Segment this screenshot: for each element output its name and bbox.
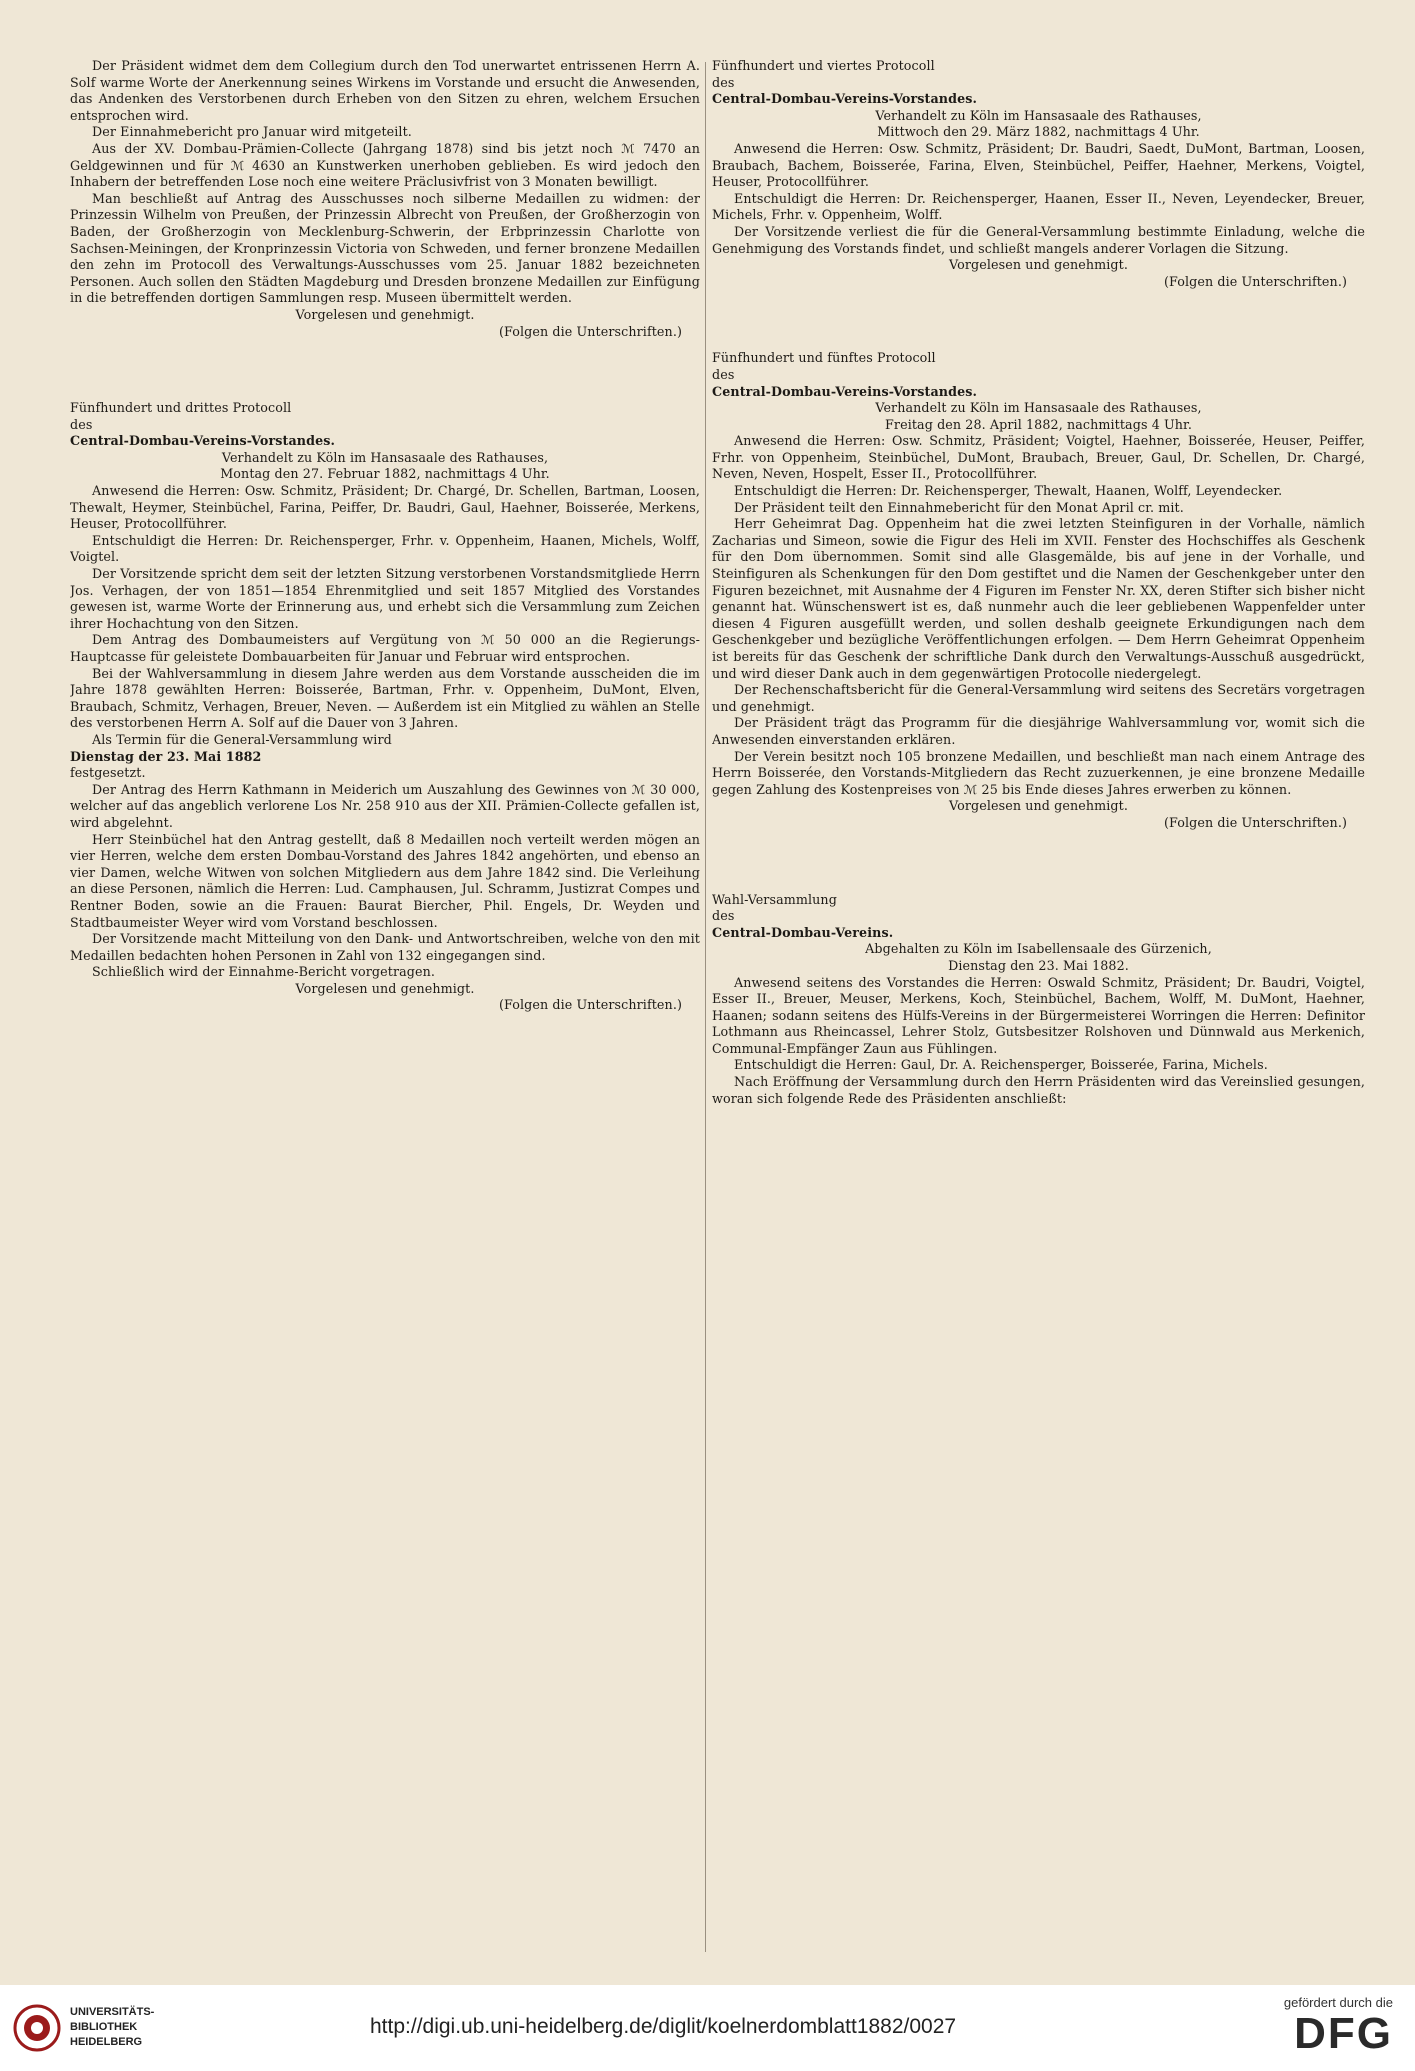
protocol-504-title: Fünfhundert und viertes Protocoll xyxy=(712,58,935,73)
election-assembly-des: des xyxy=(712,908,735,924)
election-assembly-paragraph: Anwesend seitens des Vorstandes die Herren: Oswald Schmitz, Präsident; Dr. Baudri, Voigtel, Esser II., Breuer, Meuser, Merkens, Koch, Steinbüchel, Bachem, Wolff, M. DuMont, Haehner, Haanen; sodann seitens des Hülfs-Vereins in der Bürgermeisterei Worringen die Herren: Definitor Lothmann aus Rheincassel, Lehrer Stolz, Gutsbesitzer Rolshoven und Dünnwald aus Merkenich, Communal-Empfänger Zaun aus Fühlingen. xyxy=(712,974,1365,1056)
library-name: UNIVERSITÄTS- BIBLIOTHEK HEIDELBERG xyxy=(70,2006,155,2048)
protocol-503-paragraph: Als Termin für die General-Versammlung wird xyxy=(92,731,392,747)
protocol-504-read-note: Vorgelesen und genehmigt. xyxy=(949,257,1128,273)
protocol-505-place: Verhandelt zu Köln im Hansasaale des Rathauses, xyxy=(875,400,1202,416)
protocol-503-paragraph: Dem Antrag des Dombaumeisters auf Vergütung von ℳ 50 000 an die Regierungs-Hauptcasse für geleistete Dombauarbeiten für Januar und Februar wird entsprochen. xyxy=(70,632,700,664)
column-divider xyxy=(705,62,706,1952)
university-library-logo[interactable] xyxy=(12,1999,182,2059)
protocol-504-paragraph: Der Vorsitzende verliest die für die General-Versammlung bestimmte Einladung, welche die Genehmigung des Vorstands findet, und schließt mangels anderer Vorlagen die Sitzung. xyxy=(712,223,1365,256)
protocol-503-paragraph: Der Antrag des Herrn Kathmann in Meiderich um Auszahlung des Gewinnes von ℳ 30 000, welcher auf das angeblich verlorene Los Nr. 258 910 aus der XII. Prämien-Collecte gefallen ist, wird abgelehnt. xyxy=(70,781,700,830)
intro-paragraph: Man beschließt auf Antrag des Ausschusses noch silberne Medaillen zu widmen: der Prinzessin Wilhelm von Preußen, der Prinzessin Albrecht von Preußen, der Großherzogin von Baden, der Großherzogin von Mecklenburg-Schwerin, der Erbprinzessin Charlotte von Sachsen-Meiningen, der Kronprinzessin Victoria von Schweden, und ferner bronzene Medaillen den zehn im Protocoll des Verwaltungs-Ausschusses vom 25. Januar 1882 bezeichneten Personen. Auch sollen den Städten Magdeburg und Dresden bronzene Medaillen zur Einfügung in die betreffenden dortigen Sammlungen resp. Museen übermittelt werden. xyxy=(70,190,700,306)
protocol-505-paragraph: Herr Geheimrat Dag. Oppenheim hat die zwei letzten Steinfiguren in der Vorhalle, nämlich Zacharias und Simeon, sowie die Figur des Heli im XVII. Fenster des Hochschiffes als Geschenk für den Dom übernommen. Somit sind alle Glasgemälde, bis auf jene in der Vorhalle, und Steinfiguren als Schenkungen für den Dom gestiftet und die Namen der Geschenkgeber unter den Figuren bezeichnet, mit Ausnahme der 4 Figuren im Fenster Nr. XX, deren Stifter sich bisher nicht genannt hat. Wünschenswert ist es, daß nunmehr auch die leer gebliebenen Wappenfelder unter diesen 4 Figuren ausgefüllt werden, und sollen deshalb geeignete Erkundigungen nach dem Geschenkgeber und bezügliche Veröffentlichungen erfolgen. — Dem Herrn Geheimrat Oppenheim ist bereits für das Geschenk der schriftliche Dank durch den Verwaltungs-Ausschuß ausgedrückt, und wird dieser Dank auch in dem gegenwärtigen Protocolle niedergelegt. xyxy=(712,516,1365,681)
protocol-504-date: Mittwoch den 29. März 1882, nachmittags 4 Uhr. xyxy=(877,124,1200,140)
protocol-505-excused: Entschuldigt die Herren: Dr. Reichensperger, Thewalt, Haanen, Wolff, Leyendecker. xyxy=(734,483,1283,499)
election-assembly-date: Dienstag den 23. Mai 1882. xyxy=(948,957,1129,973)
digitization-footer xyxy=(0,1985,1415,2071)
left-column xyxy=(70,58,700,1963)
protocol-505-date: Freitag den 28. April 1882, nachmittags 4 Uhr. xyxy=(885,416,1192,432)
protocol-504-signature-note: (Folgen die Unterschriften.) xyxy=(1163,273,1347,289)
protocol-505-present: Anwesend die Herren: Osw. Schmitz, Präsident; Voigtel, Haehner, Boisserée, Heuser, Peiffer, Frhr. von Oppenheim, Steinbüchel, DuMont, Braubach, Breuer, Gaul, Dr. Schellen, Dr. Chargé, Neven, Neven, Hospelt, Esser II., Protocollführer. xyxy=(712,433,1365,482)
protocol-503-heading: Central-Dombau-Vereins-Vorstandes. xyxy=(70,433,336,449)
intro-signature-note: (Folgen die Unterschriften.) xyxy=(498,323,682,339)
protocol-503-excused: Entschuldigt die Herren: Dr. Reichensperger, Frhr. v. Oppenheim, Haanen, Michels, Wolff, Voigtel. xyxy=(70,532,700,565)
election-assembly-title: Wahl-Versammlung xyxy=(712,891,837,907)
protocol-505-paragraph: Der Rechenschaftsbericht für die General-Versammlung wird seitens des Secretärs vorgetragen und genehmigt. xyxy=(712,682,1365,714)
general-assembly-date: Dienstag der 23. Mai 1882 xyxy=(70,748,262,764)
protocol-503-present: Anwesend die Herren: Osw. Schmitz, Präsident; Dr. Chargé, Dr. Schellen, Bartman, Loosen, Thewalt, Heymer, Steinbüchel, Farina, Peiffer, Dr. Baudri, Gaul, Haehner, Boisserée, Merkens, Heuser, Protocollführer. xyxy=(70,483,700,532)
election-assembly-paragraph: Entschuldigt die Herren: Gaul, Dr. A. Reichensperger, Boisserée, Farina, Michels. xyxy=(734,1057,1268,1073)
protocol-503-des: des xyxy=(70,416,93,432)
intro-paragraph: Aus der XV. Dombau-Prämien-Collecte (Jahrgang 1878) sind bis jetzt noch ℳ 7470 an Geldgewinnen und für ℳ 4630 an Kunstwerken unerhoben geblieben. Es wird jedoch den Inhabern der betreffenden Lose noch eine weitere Präclusivfrist von 3 Monaten bewilligt. xyxy=(70,140,700,190)
election-assembly-paragraph: Nach Eröffnung der Versammlung durch den Herrn Präsidenten wird das Vereinslied gesungen, woran sich folgende Rede des Präsidenten anschließt: xyxy=(712,1074,1365,1106)
protocol-505-signature-note: (Folgen die Unterschriften.) xyxy=(1163,814,1347,830)
right-column xyxy=(712,58,1365,1963)
protocol-503-date: Montag den 27. Februar 1882, nachmittags 4 Uhr. xyxy=(220,466,550,482)
intro-paragraph: Der Einnahmebericht pro Januar wird mitgeteilt. xyxy=(92,124,412,140)
source-url-link[interactable]: http://digi.ub.uni-heidelberg.de/diglit/koelnerdomblatt1882/0027 xyxy=(370,2015,957,2038)
dfg-logo-text: DFG xyxy=(1294,2009,1393,2058)
intro-paragraph: Der Präsident widmet dem dem Collegium durch den Tod unerwartet entrissenen Herrn A. Solf warme Worte der Anerkennung seines Wirkens im Vorstande und ersucht die Anwesenden, das Andenken des Verstorbenen durch Erheben von den Sitzen zu ehren, welchem Ersuchen entsprochen wird. xyxy=(70,58,700,123)
election-assembly-place: Abgehalten zu Köln im Isabellensaale des Gürzenich, xyxy=(865,941,1212,957)
protocol-505-read-note: Vorgelesen und genehmigt. xyxy=(949,798,1128,814)
protocol-505-paragraph: Der Präsident trägt das Programm für die diesjährige Wahlversammlung vor, womit sich die Anwesenden einverstanden erklären. xyxy=(712,715,1365,747)
protocol-504-heading: Central-Dombau-Vereins-Vorstandes. xyxy=(712,91,978,107)
dfg-funding-logo[interactable] xyxy=(1223,1995,1393,2065)
election-assembly-heading: Central-Dombau-Vereins. xyxy=(712,924,894,940)
protocol-503-read-note: Vorgelesen und genehmigt. xyxy=(295,980,475,996)
protocol-503-fixed: festgesetzt. xyxy=(70,765,146,781)
protocol-503-paragraph: Der Vorsitzende spricht dem seit der letzten Sitzung verstorbenen Vorstandsmitgliede Herrn Jos. Verhagen, der von 1851—1854 Ehrenmitglied und seit 1857 Mitglied des Vorstandes gewesen ist, warme Worte der Erinnerung aus, und erhebt sich die Versammlung zum Zeichen ihrer Hochachtung von den Sitzen. xyxy=(70,566,700,631)
protocol-504-present: Anwesend die Herren: Osw. Schmitz, Präsident; Dr. Baudri, Saedt, DuMont, Bartman, Loosen, Braubach, Bachem, Boisserée, Farina, Elven, Steinbüchel, Peiffer, Haehner, Merkens, Voigtel, Heuser, Protocollführer. xyxy=(712,140,1365,190)
protocol-505-heading: Central-Dombau-Vereins-Vorstandes. xyxy=(712,383,978,399)
protocol-503-paragraph: Herr Steinbüchel hat den Antrag gestellt, daß 8 Medaillen noch verteilt werden mögen an vier Herren, welche dem ersten Dombau-Vorstand des Jahres 1842 angehörten, und ebenso an vier Damen, welche Witwen von solchen Mitgliedern aus dem Jahre 1842 sind. Die Verleihung an diese Personen, nämlich die Herren: Lud. Camphausen, Jul. Schramm, Justizrat Compes und Rentner Boden, sowie an die Frauen: Baurat Biercher, Phil. Engels, Dr. Weyden und Stadtbaumeister Weyer wird vom Vorstand beschlossen. xyxy=(70,831,700,930)
protocol-503-paragraph: Schließlich wird der Einnahme-Bericht vorgetragen. xyxy=(92,964,436,980)
funded-by-label: gefördert durch die xyxy=(1283,1995,1393,2010)
protocol-504-excused: Entschuldigt die Herren: Dr. Reichensperger, Haanen, Esser II., Neven, Leyendecker, Breuer, Michels, Frhr. v. Oppenheim, Wolff. xyxy=(712,190,1365,223)
protocol-504-place: Verhandelt zu Köln im Hansasaale des Rathauses, xyxy=(875,107,1202,123)
protocol-505-des: des xyxy=(712,366,735,382)
protocol-503-title: Fünfhundert und drittes Protocoll xyxy=(70,400,292,416)
intro-read-note: Vorgelesen und genehmigt. xyxy=(295,306,475,322)
protocol-503-paragraph: Der Vorsitzende macht Mitteilung von den Dank- und Antwortschreiben, welche von den mit Medaillen bedachten hohen Personen in Zahl von 132 eingegangen sind. xyxy=(70,931,700,963)
protocol-503-paragraph: Bei der Wahlversammlung in diesem Jahre werden aus dem Vorstande ausscheiden die im Jahre 1878 gewählten Herren: Boisserée, Bartman, Frhr. v. Oppenheim, DuMont, Elven, Braubach, Schmitz, Verhagen, Breuer, Neven. — Außerdem ist ein Mitglied zu wählen an Stelle des verstorbenen Herrn A. Solf auf die Dauer von 3 Jahren. xyxy=(70,665,700,731)
protocol-503-place: Verhandelt zu Köln im Hansasaale des Rathauses, xyxy=(221,449,549,465)
library-seal-icon xyxy=(12,2003,62,2053)
protocol-503-signature-note: (Folgen die Unterschriften.) xyxy=(498,997,682,1013)
protocol-505-paragraph: Der Präsident teilt den Einnahmebericht für den Monat April cr. mit. xyxy=(734,499,1184,515)
protocol-505-paragraph: Der Verein besitzt noch 105 bronzene Medaillen, und beschließt man nach einem Antrage des Herrn Boisserée, den Vorstands-Mitgliedern das Recht zuzuerkennen, je eine bronzene Medaille gegen Zahlung des Kostenpreises von ℳ 25 bis Ende dieses Jahres erwerben zu können. xyxy=(712,748,1365,797)
protocol-504-des: des xyxy=(712,74,735,90)
protocol-505-title: Fünfhundert und fünftes Protocoll xyxy=(712,350,936,366)
